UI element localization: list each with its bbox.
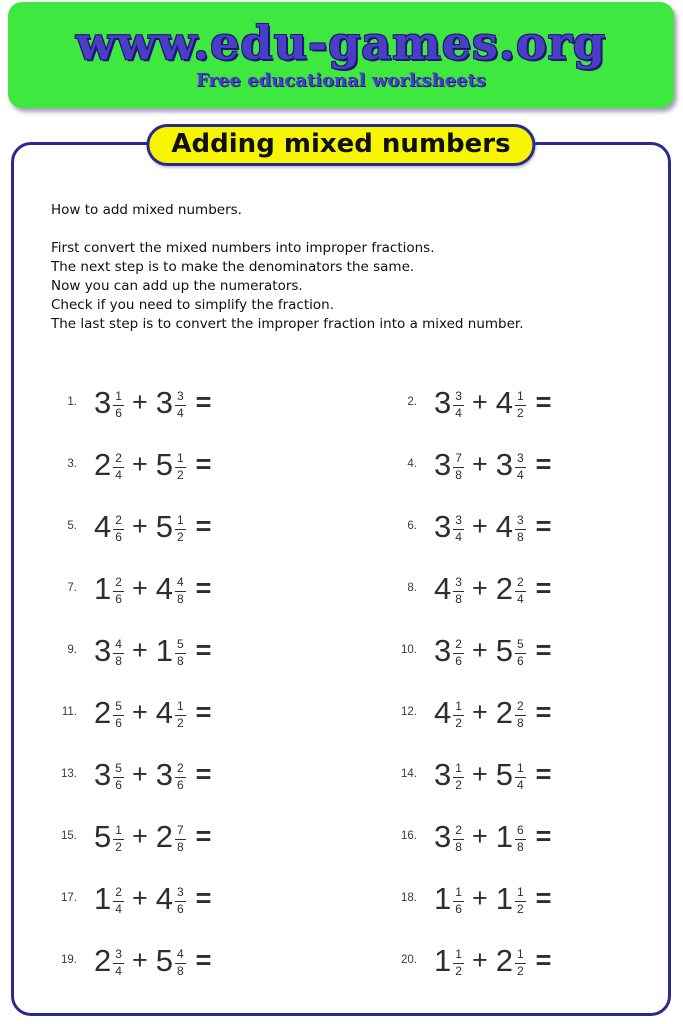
second-addend-whole: 2 [495,694,513,730]
equals-sign: = [535,758,552,789]
first-addend-denominator: 6 [115,591,122,606]
first-addend-whole: 5 [94,818,112,854]
problem-item [51,756,391,792]
problem-expression [434,880,552,916]
first-addend-whole: 3 [94,632,112,668]
first-addend-fraction [453,700,464,729]
first-addend-numerator: 3 [453,576,464,591]
second-addend-fraction [175,762,186,791]
plus-operator: + [131,386,148,417]
first-addend-denominator: 2 [455,777,462,792]
second-addend-fraction [515,576,526,605]
first-addend-fraction [453,886,464,915]
first-addend-fraction [453,452,464,481]
problem-item [51,880,391,916]
problem-expression [434,632,552,668]
plus-operator: + [131,634,148,665]
plus-operator: + [131,572,148,603]
second-addend-whole: 1 [495,818,513,854]
first-addend-fraction [113,700,124,729]
problem-expression [94,818,212,854]
second-addend-numerator: 3 [175,390,186,405]
equals-sign: = [535,448,552,479]
plus-operator: + [131,882,148,913]
second-addend-denominator: 8 [516,715,524,730]
first-addend-numerator: 2 [113,514,124,529]
second-addend-whole: 2 [155,818,173,854]
problem-expression [94,694,212,730]
first-addend-numerator: 2 [113,576,124,591]
problem-number: 11. [61,706,77,718]
second-addend-denominator: 6 [516,653,524,668]
plus-operator: + [471,386,488,417]
second-addend-denominator: 2 [516,901,524,916]
problem-item [391,694,658,730]
second-addend-fraction [175,576,186,605]
plus-operator: + [471,758,488,789]
first-addend-whole: 2 [94,694,112,730]
second-addend-whole: 4 [495,508,513,544]
first-addend-denominator: 8 [455,467,462,482]
equals-sign: = [195,572,212,603]
problem-number: 2. [407,396,417,408]
second-addend-whole: 2 [495,570,513,606]
problem-item [391,756,658,792]
first-addend-whole: 3 [434,446,452,482]
equals-sign: = [535,510,552,541]
second-addend-denominator: 6 [176,777,184,792]
first-addend-whole: 3 [434,384,452,420]
plus-operator: + [471,944,488,975]
equals-sign: = [195,634,212,665]
first-addend-fraction [113,390,124,419]
second-addend-fraction [175,638,186,667]
first-addend-denominator: 8 [115,653,122,668]
second-addend-denominator: 2 [516,405,524,420]
plus-operator: + [471,510,488,541]
problem-item [51,446,391,482]
plus-operator: + [131,448,148,479]
equals-sign: = [195,758,212,789]
first-addend-numerator: 5 [113,762,124,777]
problem-number: 1. [67,396,77,408]
first-addend-whole: 3 [434,632,452,668]
problem-item [51,694,391,730]
second-addend-denominator: 2 [176,715,184,730]
first-addend-denominator: 8 [455,591,462,606]
second-addend-whole: 5 [495,632,513,668]
second-addend-fraction [515,700,526,729]
second-addend-fraction [515,514,526,543]
problem-item [391,942,658,978]
plus-operator: + [131,696,148,727]
first-addend-numerator: 4 [113,638,124,653]
second-addend-denominator: 8 [516,839,524,854]
second-addend-denominator: 2 [176,467,184,482]
instructions [51,201,644,334]
instruction-step: Now you can add up the numerators. [51,278,303,294]
problem-item [51,508,391,544]
first-addend-denominator: 4 [455,529,462,544]
first-addend-fraction [453,948,464,977]
second-addend-fraction [175,390,186,419]
plus-operator: + [131,820,148,851]
worksheet-title: Adding mixed numbers [146,124,535,166]
problem-number: 7. [67,582,77,594]
second-addend-whole: 3 [155,756,173,792]
problem-expression [94,942,212,978]
second-addend-fraction [515,452,526,481]
equals-sign: = [195,510,212,541]
first-addend-whole: 3 [434,756,452,792]
equals-sign: = [535,882,552,913]
first-addend-whole: 1 [434,942,452,978]
problem-number: 12. [401,706,417,718]
first-addend-denominator: 2 [455,963,462,978]
equals-sign: = [535,696,552,727]
problem-number: 17. [61,892,77,904]
problem-expression [94,756,212,792]
plus-operator: + [471,882,488,913]
second-addend-denominator: 2 [176,529,184,544]
first-addend-numerator: 1 [453,948,464,963]
first-addend-whole: 4 [434,570,452,606]
first-addend-denominator: 8 [455,839,462,854]
site-header [8,2,674,108]
second-addend-numerator: 1 [175,452,186,467]
first-addend-fraction [453,390,464,419]
second-addend-denominator: 8 [176,963,184,978]
problem-item [51,384,391,420]
first-addend-numerator: 3 [113,948,124,963]
equals-sign: = [535,386,552,417]
second-addend-whole: 4 [155,694,173,730]
second-addend-denominator: 4 [516,591,524,606]
first-addend-whole: 4 [94,508,112,544]
problems-grid [51,371,658,991]
second-addend-numerator: 2 [175,762,186,777]
first-addend-denominator: 4 [455,405,462,420]
plus-operator: + [131,944,148,975]
problem-item [391,508,658,544]
first-addend-denominator: 4 [115,901,122,916]
problem-expression [434,694,552,730]
plus-operator: + [131,510,148,541]
problem-item [391,880,658,916]
second-addend-numerator: 4 [175,948,186,963]
equals-sign: = [535,634,552,665]
second-addend-denominator: 2 [516,963,524,978]
first-addend-denominator: 4 [115,467,122,482]
first-addend-whole: 1 [434,880,452,916]
problem-number: 15. [61,830,77,842]
second-addend-denominator: 4 [176,405,184,420]
second-addend-denominator: 4 [516,467,524,482]
second-addend-numerator: 4 [175,576,186,591]
equals-sign: = [195,820,212,851]
problem-item [51,570,391,606]
equals-sign: = [195,386,212,417]
first-addend-fraction [113,452,124,481]
problem-number: 5. [67,520,77,532]
second-addend-denominator: 8 [176,591,184,606]
plus-operator: + [131,758,148,789]
first-addend-fraction [453,514,464,543]
first-addend-numerator: 1 [113,390,124,405]
second-addend-whole: 4 [155,880,173,916]
first-addend-whole: 1 [94,570,112,606]
second-addend-numerator: 1 [515,390,526,405]
second-addend-numerator: 1 [175,700,186,715]
instruction-step: Check if you need to simplify the fraction. [51,297,334,313]
equals-sign: = [195,696,212,727]
equals-sign: = [535,820,552,851]
first-addend-numerator: 3 [453,390,464,405]
first-addend-denominator: 6 [115,405,122,420]
first-addend-numerator: 2 [453,638,464,653]
second-addend-denominator: 8 [176,653,184,668]
problem-number: 20. [401,954,417,966]
first-addend-denominator: 6 [455,901,462,916]
site-tagline: Free educational worksheets [196,70,486,91]
first-addend-numerator: 1 [453,700,464,715]
problem-expression [94,632,212,668]
second-addend-denominator: 8 [176,839,184,854]
problem-number: 13. [61,768,77,780]
first-addend-fraction [113,576,124,605]
second-addend-denominator: 6 [176,901,184,916]
first-addend-fraction [453,638,464,667]
first-addend-denominator: 6 [455,653,462,668]
site-title: www.edu-games.org [75,16,607,70]
equals-sign: = [535,944,552,975]
first-addend-numerator: 3 [453,514,464,529]
second-addend-whole: 1 [155,632,173,668]
second-addend-numerator: 5 [515,638,526,653]
problem-expression [94,570,212,606]
equals-sign: = [195,944,212,975]
plus-operator: + [471,448,488,479]
problem-expression [434,508,552,544]
second-addend-fraction [175,886,186,915]
problem-item [51,632,391,668]
second-addend-fraction [515,390,526,419]
second-addend-numerator: 3 [515,514,526,529]
second-addend-fraction [175,948,186,977]
first-addend-numerator: 7 [453,452,464,467]
second-addend-fraction [175,452,186,481]
problem-expression [94,446,212,482]
second-addend-numerator: 1 [515,886,526,901]
problem-number: 14. [401,768,417,780]
first-addend-whole: 1 [94,880,112,916]
first-addend-denominator: 6 [115,529,122,544]
second-addend-fraction [515,638,526,667]
second-addend-numerator: 6 [515,824,526,839]
first-addend-whole: 2 [94,446,112,482]
second-addend-numerator: 1 [175,514,186,529]
second-addend-numerator: 5 [175,638,186,653]
first-addend-numerator: 1 [453,886,464,901]
first-addend-fraction [113,824,124,853]
problem-item [391,446,658,482]
problem-expression [94,508,212,544]
second-addend-denominator: 4 [516,777,524,792]
second-addend-numerator: 3 [515,452,526,467]
first-addend-whole: 3 [94,384,112,420]
second-addend-fraction [175,700,186,729]
second-addend-fraction [515,948,526,977]
worksheet-panel [11,129,671,1016]
problem-expression [434,384,552,420]
equals-sign: = [195,448,212,479]
second-addend-denominator: 8 [516,529,524,544]
first-addend-denominator: 2 [455,715,462,730]
first-addend-whole: 3 [434,818,452,854]
instruction-step: The last step is to convert the improper fraction into a mixed number. [51,316,524,332]
second-addend-whole: 4 [495,384,513,420]
second-addend-fraction [175,824,186,853]
second-addend-fraction [515,762,526,791]
equals-sign: = [195,882,212,913]
problem-number: 4. [407,458,417,470]
first-addend-fraction [453,762,464,791]
second-addend-numerator: 1 [515,762,526,777]
second-addend-whole: 4 [155,570,173,606]
problem-expression [94,384,212,420]
first-addend-whole: 4 [434,694,452,730]
problem-number: 19. [61,954,77,966]
problem-item [391,632,658,668]
plus-operator: + [471,696,488,727]
second-addend-whole: 5 [155,446,173,482]
second-addend-numerator: 3 [175,886,186,901]
problem-expression [434,942,552,978]
first-addend-denominator: 6 [115,777,122,792]
first-addend-numerator: 2 [453,824,464,839]
first-addend-numerator: 1 [113,824,124,839]
problem-number: 16. [401,830,417,842]
first-addend-fraction [453,824,464,853]
plus-operator: + [471,820,488,851]
second-addend-whole: 5 [495,756,513,792]
plus-operator: + [471,634,488,665]
problem-item [51,942,391,978]
first-addend-denominator: 6 [115,715,122,730]
problem-item [391,384,658,420]
second-addend-fraction [515,886,526,915]
problem-expression [94,880,212,916]
second-addend-numerator: 2 [515,700,526,715]
problem-item [391,570,658,606]
second-addend-whole: 5 [155,942,173,978]
problem-expression [434,818,552,854]
second-addend-numerator: 1 [515,948,526,963]
problem-number: 8. [407,582,417,594]
first-addend-fraction [113,886,124,915]
first-addend-whole: 3 [434,508,452,544]
instructions-intro: How to add mixed numbers. [51,202,242,218]
first-addend-fraction [113,514,124,543]
first-addend-whole: 2 [94,942,112,978]
second-addend-whole: 3 [155,384,173,420]
first-addend-denominator: 2 [115,839,122,854]
second-addend-whole: 1 [495,880,513,916]
second-addend-whole: 5 [155,508,173,544]
first-addend-whole: 3 [94,756,112,792]
problem-number: 3. [67,458,77,470]
problem-number: 6. [407,520,417,532]
problem-expression [434,446,552,482]
first-addend-numerator: 2 [113,886,124,901]
first-addend-denominator: 4 [115,963,122,978]
problem-number: 9. [67,644,77,656]
first-addend-numerator: 1 [453,762,464,777]
problem-item [51,818,391,854]
second-addend-numerator: 7 [175,824,186,839]
first-addend-numerator: 2 [113,452,124,467]
plus-operator: + [471,572,488,603]
first-addend-numerator: 5 [113,700,124,715]
problem-item [391,818,658,854]
instruction-step: The next step is to make the denominators the same. [51,259,415,275]
second-addend-whole: 3 [495,446,513,482]
first-addend-fraction [113,762,124,791]
first-addend-fraction [113,948,124,977]
second-addend-fraction [515,824,526,853]
second-addend-fraction [175,514,186,543]
problem-number: 18. [401,892,417,904]
problem-expression [434,570,552,606]
problem-number: 10. [401,644,417,656]
problem-expression [434,756,552,792]
second-addend-numerator: 2 [515,576,526,591]
first-addend-fraction [113,638,124,667]
instruction-step: First convert the mixed numbers into improper fractions. [51,240,435,256]
second-addend-whole: 2 [495,942,513,978]
equals-sign: = [535,572,552,603]
first-addend-fraction [453,576,464,605]
